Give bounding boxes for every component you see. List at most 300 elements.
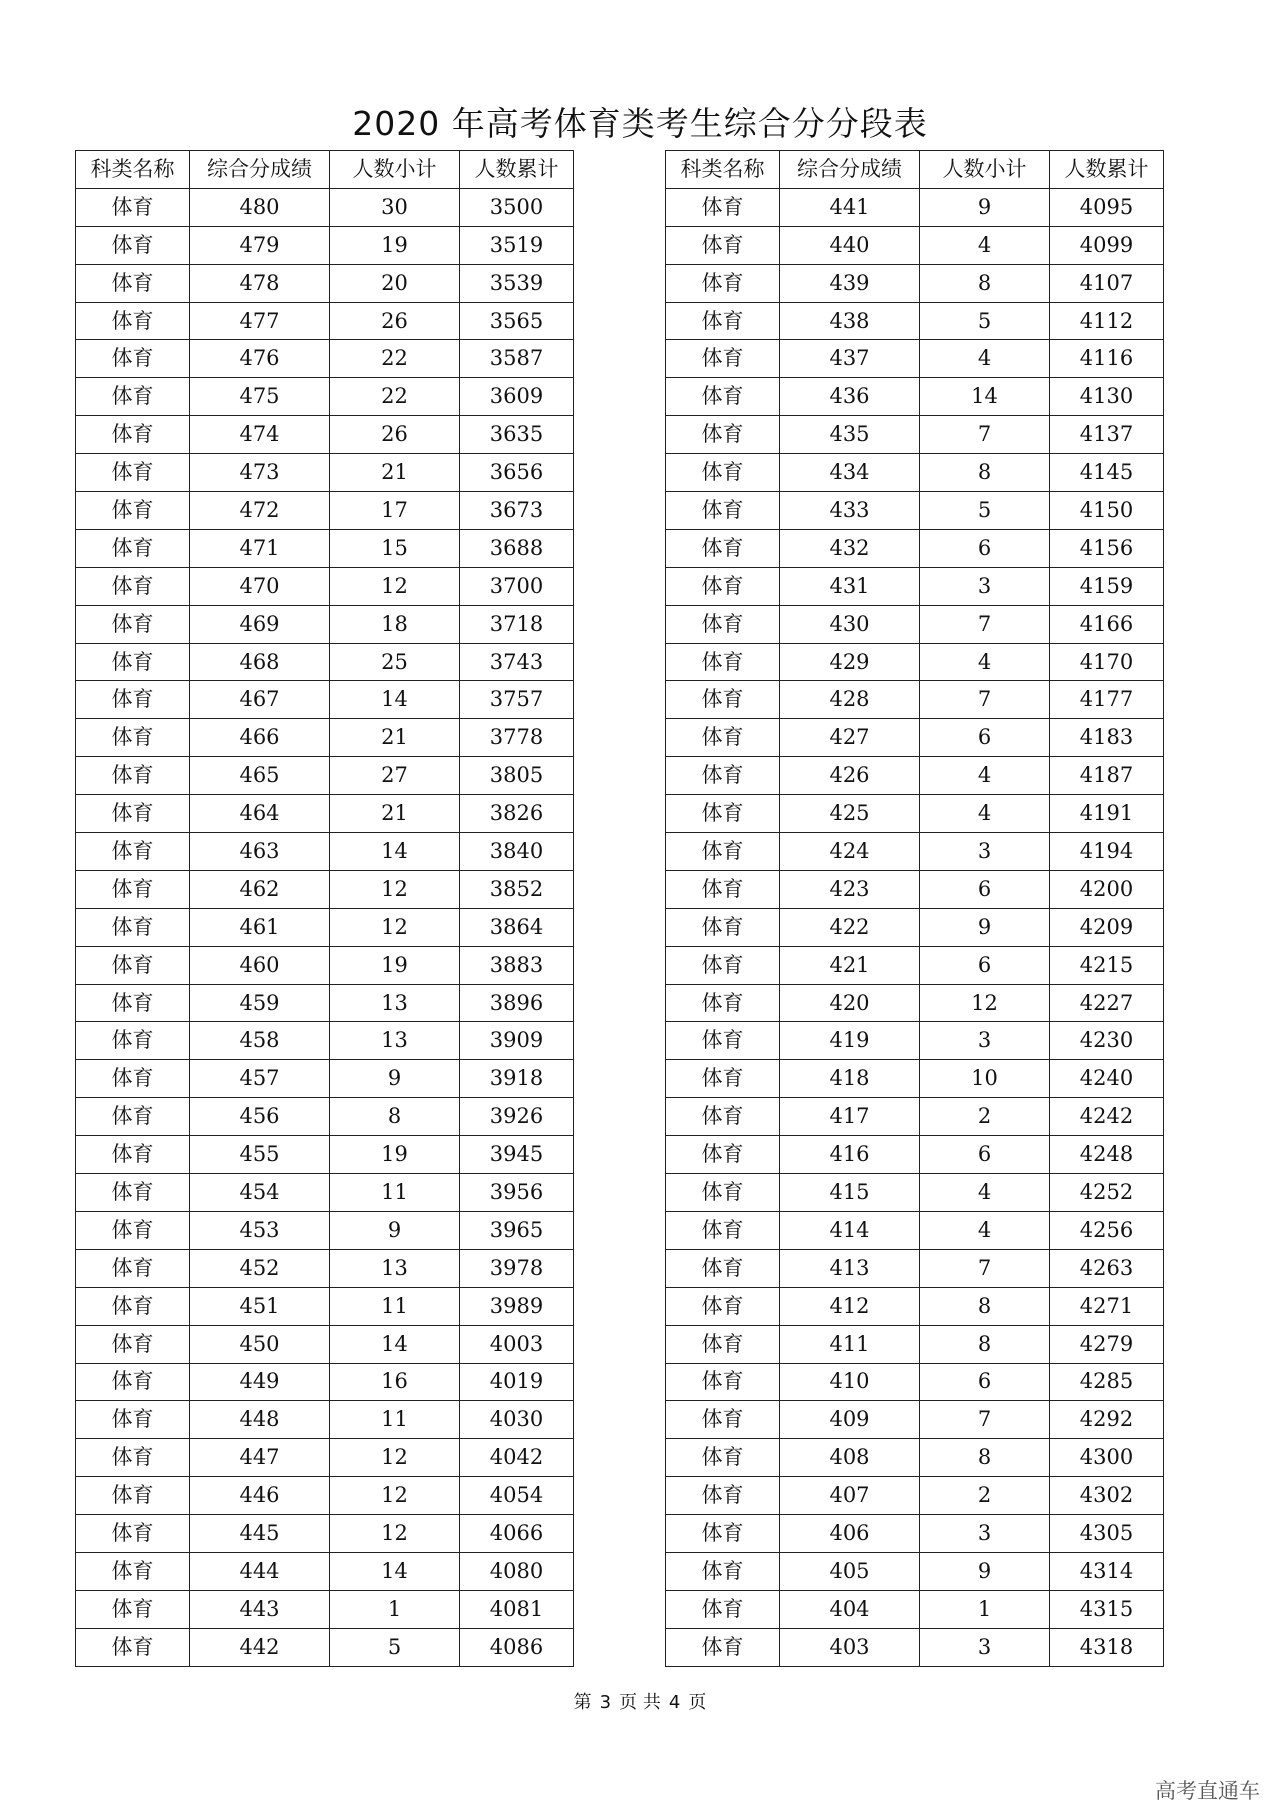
table-row: [76, 226, 574, 264]
score-cell: 420: [780, 984, 920, 1022]
category-cell: 体育: [666, 1363, 780, 1401]
count-cell: 20: [330, 264, 460, 302]
page-footer: [0, 1688, 1280, 1714]
category-cell: 体育: [666, 188, 780, 226]
count-cell: 6: [920, 1363, 1050, 1401]
score-cell: 470: [190, 567, 330, 605]
cumulative-cell: 4183: [1050, 719, 1164, 757]
table-row: [666, 1136, 1164, 1174]
score-cell: 429: [780, 643, 920, 681]
table-row: [76, 1249, 574, 1287]
cumulative-cell: 4107: [1050, 264, 1164, 302]
table-row: [76, 1439, 574, 1477]
count-cell: 3: [920, 567, 1050, 605]
category-cell: 体育: [76, 1590, 190, 1628]
cumulative-cell: 3635: [460, 416, 574, 454]
cumulative-cell: 3688: [460, 529, 574, 567]
score-cell: 426: [780, 757, 920, 795]
table-row: [76, 1287, 574, 1325]
category-cell: 体育: [76, 454, 190, 492]
score-cell: 409: [780, 1401, 920, 1439]
count-cell: 22: [330, 340, 460, 378]
column-header: 人数小计: [330, 151, 460, 189]
score-cell: 441: [780, 188, 920, 226]
score-cell: 442: [190, 1628, 330, 1666]
cumulative-cell: 4279: [1050, 1325, 1164, 1363]
category-cell: 体育: [666, 1174, 780, 1212]
count-cell: 14: [330, 681, 460, 719]
cumulative-cell: 3778: [460, 719, 574, 757]
score-cell: 415: [780, 1174, 920, 1212]
table-row: [76, 1590, 574, 1628]
count-cell: 7: [920, 605, 1050, 643]
count-cell: 13: [330, 984, 460, 1022]
cumulative-cell: 4042: [460, 1439, 574, 1477]
category-cell: 体育: [76, 567, 190, 605]
score-cell: 447: [190, 1439, 330, 1477]
cumulative-cell: 3757: [460, 681, 574, 719]
score-cell: 444: [190, 1552, 330, 1590]
cumulative-cell: 4030: [460, 1401, 574, 1439]
category-cell: 体育: [76, 1552, 190, 1590]
table-row: [76, 567, 574, 605]
table-row: [666, 1628, 1164, 1666]
category-cell: 体育: [76, 1287, 190, 1325]
footer-total-pages: 4: [668, 1692, 681, 1713]
count-cell: 14: [920, 378, 1050, 416]
score-cell: 435: [780, 416, 920, 454]
cumulative-cell: 3743: [460, 643, 574, 681]
score-cell: 427: [780, 719, 920, 757]
table-row: [76, 605, 574, 643]
score-cell: 433: [780, 492, 920, 530]
count-cell: 4: [920, 1174, 1050, 1212]
table-row: [76, 1098, 574, 1136]
cumulative-cell: 4137: [1050, 416, 1164, 454]
count-cell: 3: [920, 1515, 1050, 1553]
count-cell: 30: [330, 188, 460, 226]
cumulative-cell: 4080: [460, 1552, 574, 1590]
category-cell: 体育: [76, 833, 190, 871]
table-row: [666, 226, 1164, 264]
score-cell: 413: [780, 1249, 920, 1287]
score-cell: 462: [190, 870, 330, 908]
category-cell: 体育: [76, 1098, 190, 1136]
cumulative-cell: 4209: [1050, 908, 1164, 946]
score-cell: 478: [190, 264, 330, 302]
cumulative-cell: 4314: [1050, 1552, 1164, 1590]
count-cell: 9: [330, 1211, 460, 1249]
cumulative-cell: 3700: [460, 567, 574, 605]
score-table-left: [75, 150, 574, 1667]
score-cell: 463: [190, 833, 330, 871]
table-row: [666, 833, 1164, 871]
cumulative-cell: 4019: [460, 1363, 574, 1401]
score-cell: 438: [780, 302, 920, 340]
count-cell: 6: [920, 719, 1050, 757]
table-row: [666, 1287, 1164, 1325]
cumulative-cell: 4112: [1050, 302, 1164, 340]
cumulative-cell: 4130: [1050, 378, 1164, 416]
table-header-row: [76, 151, 574, 189]
category-cell: 体育: [666, 681, 780, 719]
category-cell: 体育: [76, 1249, 190, 1287]
score-cell: 423: [780, 870, 920, 908]
count-cell: 8: [920, 1287, 1050, 1325]
score-cell: 452: [190, 1249, 330, 1287]
score-cell: 404: [780, 1590, 920, 1628]
count-cell: 17: [330, 492, 460, 530]
category-cell: 体育: [76, 416, 190, 454]
table-row: [76, 870, 574, 908]
cumulative-cell: 4166: [1050, 605, 1164, 643]
cumulative-cell: 4242: [1050, 1098, 1164, 1136]
score-cell: 454: [190, 1174, 330, 1212]
category-cell: 体育: [666, 1249, 780, 1287]
cumulative-cell: 4099: [1050, 226, 1164, 264]
category-cell: 体育: [666, 1136, 780, 1174]
cumulative-cell: 4116: [1050, 340, 1164, 378]
table-row: [76, 302, 574, 340]
table-row: [666, 529, 1164, 567]
category-cell: 体育: [666, 1590, 780, 1628]
category-cell: 体育: [76, 643, 190, 681]
score-cell: 479: [190, 226, 330, 264]
cumulative-cell: 4230: [1050, 1022, 1164, 1060]
table-row: [76, 908, 574, 946]
score-cell: 439: [780, 264, 920, 302]
footer-page-number: 3: [599, 1692, 612, 1713]
count-cell: 11: [330, 1287, 460, 1325]
table-row: [666, 946, 1164, 984]
category-cell: 体育: [76, 1401, 190, 1439]
table-row: [76, 833, 574, 871]
category-cell: 体育: [76, 1136, 190, 1174]
score-cell: 449: [190, 1363, 330, 1401]
count-cell: 12: [330, 567, 460, 605]
score-cell: 469: [190, 605, 330, 643]
category-cell: 体育: [76, 1211, 190, 1249]
count-cell: 7: [920, 1249, 1050, 1287]
score-cell: 405: [780, 1552, 920, 1590]
category-cell: 体育: [666, 340, 780, 378]
cumulative-cell: 4200: [1050, 870, 1164, 908]
table-row: [76, 1477, 574, 1515]
table-row: [666, 1439, 1164, 1477]
count-cell: 21: [330, 795, 460, 833]
count-cell: 3: [920, 1022, 1050, 1060]
category-cell: 体育: [666, 1515, 780, 1553]
table-row: [666, 1515, 1164, 1553]
cumulative-cell: 4240: [1050, 1060, 1164, 1098]
category-cell: 体育: [76, 492, 190, 530]
category-cell: 体育: [666, 908, 780, 946]
cumulative-cell: 4191: [1050, 795, 1164, 833]
footer-mid: 页 共: [619, 1692, 661, 1713]
table-row: [666, 1022, 1164, 1060]
category-cell: 体育: [666, 1325, 780, 1363]
score-cell: 468: [190, 643, 330, 681]
cumulative-cell: 3587: [460, 340, 574, 378]
footer-prefix: 第: [573, 1692, 592, 1713]
count-cell: 9: [920, 188, 1050, 226]
count-cell: 19: [330, 1136, 460, 1174]
count-cell: 27: [330, 757, 460, 795]
category-cell: 体育: [76, 1325, 190, 1363]
score-cell: 457: [190, 1060, 330, 1098]
table-header-row: [666, 151, 1164, 189]
category-cell: 体育: [666, 454, 780, 492]
table-row: [76, 1022, 574, 1060]
count-cell: 6: [920, 1136, 1050, 1174]
cumulative-cell: 3896: [460, 984, 574, 1022]
score-cell: 451: [190, 1287, 330, 1325]
cumulative-cell: 3965: [460, 1211, 574, 1249]
count-cell: 8: [920, 454, 1050, 492]
category-cell: 体育: [76, 1477, 190, 1515]
count-cell: 5: [330, 1628, 460, 1666]
count-cell: 16: [330, 1363, 460, 1401]
table-row: [666, 1552, 1164, 1590]
table-row: [666, 454, 1164, 492]
table-row: [666, 1249, 1164, 1287]
category-cell: 体育: [666, 302, 780, 340]
count-cell: 4: [920, 340, 1050, 378]
category-cell: 体育: [666, 757, 780, 795]
cumulative-cell: 3805: [460, 757, 574, 795]
count-cell: 18: [330, 605, 460, 643]
category-cell: 体育: [76, 795, 190, 833]
score-cell: 422: [780, 908, 920, 946]
table-row: [76, 1628, 574, 1666]
cumulative-cell: 4302: [1050, 1477, 1164, 1515]
table-row: [666, 264, 1164, 302]
cumulative-cell: 3656: [460, 454, 574, 492]
cumulative-cell: 4318: [1050, 1628, 1164, 1666]
count-cell: 2: [920, 1098, 1050, 1136]
count-cell: 10: [920, 1060, 1050, 1098]
cumulative-cell: 4300: [1050, 1439, 1164, 1477]
count-cell: 12: [330, 1515, 460, 1553]
table-row: [76, 1515, 574, 1553]
score-cell: 443: [190, 1590, 330, 1628]
cumulative-cell: 3718: [460, 605, 574, 643]
category-cell: 体育: [666, 1552, 780, 1590]
category-cell: 体育: [666, 226, 780, 264]
table-row: [666, 719, 1164, 757]
category-cell: 体育: [76, 340, 190, 378]
category-cell: 体育: [666, 1439, 780, 1477]
count-cell: 21: [330, 719, 460, 757]
count-cell: 4: [920, 1211, 1050, 1249]
category-cell: 体育: [666, 833, 780, 871]
score-cell: 434: [780, 454, 920, 492]
cumulative-cell: 3539: [460, 264, 574, 302]
category-cell: 体育: [666, 529, 780, 567]
score-cell: 416: [780, 1136, 920, 1174]
cumulative-cell: 4054: [460, 1477, 574, 1515]
category-cell: 体育: [76, 1363, 190, 1401]
cumulative-cell: 4156: [1050, 529, 1164, 567]
category-cell: 体育: [666, 795, 780, 833]
table-row: [666, 567, 1164, 605]
cumulative-cell: 4305: [1050, 1515, 1164, 1553]
category-cell: 体育: [76, 908, 190, 946]
table-row: [666, 340, 1164, 378]
table-row: [76, 1552, 574, 1590]
score-cell: 436: [780, 378, 920, 416]
cumulative-cell: 4066: [460, 1515, 574, 1553]
column-header: 科类名称: [666, 151, 780, 189]
category-cell: 体育: [76, 529, 190, 567]
score-cell: 461: [190, 908, 330, 946]
cumulative-cell: 3883: [460, 946, 574, 984]
table-row: [76, 1211, 574, 1249]
watermark-text: 高考直通车: [1155, 1779, 1260, 1803]
table-row: [76, 719, 574, 757]
table-row: [666, 643, 1164, 681]
score-table-right: [665, 150, 1164, 1667]
category-cell: 体育: [76, 1628, 190, 1666]
table-row: [666, 188, 1164, 226]
cumulative-cell: 4150: [1050, 492, 1164, 530]
column-header: 人数累计: [1050, 151, 1164, 189]
score-cell: 418: [780, 1060, 920, 1098]
category-cell: 体育: [76, 378, 190, 416]
count-cell: 9: [330, 1060, 460, 1098]
table-row: [76, 188, 574, 226]
score-cell: 466: [190, 719, 330, 757]
score-cell: 411: [780, 1325, 920, 1363]
cumulative-cell: 3909: [460, 1022, 574, 1060]
count-cell: 4: [920, 226, 1050, 264]
table-row: [76, 416, 574, 454]
category-cell: 体育: [666, 378, 780, 416]
cumulative-cell: 3500: [460, 188, 574, 226]
score-cell: 406: [780, 1515, 920, 1553]
count-cell: 19: [330, 226, 460, 264]
score-cell: 412: [780, 1287, 920, 1325]
category-cell: 体育: [76, 757, 190, 795]
cumulative-cell: 4292: [1050, 1401, 1164, 1439]
table-row: [666, 984, 1164, 1022]
cumulative-cell: 4086: [460, 1628, 574, 1666]
cumulative-cell: 4081: [460, 1590, 574, 1628]
score-cell: 417: [780, 1098, 920, 1136]
score-cell: 408: [780, 1439, 920, 1477]
score-cell: 440: [780, 226, 920, 264]
cumulative-cell: 3978: [460, 1249, 574, 1287]
category-cell: 体育: [666, 1098, 780, 1136]
table-row: [76, 1060, 574, 1098]
category-cell: 体育: [666, 946, 780, 984]
cumulative-cell: 4285: [1050, 1363, 1164, 1401]
category-cell: 体育: [76, 1060, 190, 1098]
count-cell: 5: [920, 302, 1050, 340]
score-cell: 455: [190, 1136, 330, 1174]
table-row: [76, 1325, 574, 1363]
category-cell: 体育: [76, 946, 190, 984]
cumulative-cell: 3918: [460, 1060, 574, 1098]
column-header: 综合分成绩: [190, 151, 330, 189]
count-cell: 7: [920, 1401, 1050, 1439]
score-cell: 474: [190, 416, 330, 454]
cumulative-cell: 4159: [1050, 567, 1164, 605]
count-cell: 12: [330, 1439, 460, 1477]
cumulative-cell: 3609: [460, 378, 574, 416]
cumulative-cell: 4177: [1050, 681, 1164, 719]
cumulative-cell: 4215: [1050, 946, 1164, 984]
count-cell: 14: [330, 833, 460, 871]
table-row: [666, 870, 1164, 908]
score-cell: 450: [190, 1325, 330, 1363]
score-cell: 424: [780, 833, 920, 871]
count-cell: 25: [330, 643, 460, 681]
count-cell: 8: [920, 264, 1050, 302]
count-cell: 26: [330, 302, 460, 340]
score-cell: 421: [780, 946, 920, 984]
score-cell: 464: [190, 795, 330, 833]
cumulative-cell: 3840: [460, 833, 574, 871]
cumulative-cell: 4194: [1050, 833, 1164, 871]
table-row: [76, 529, 574, 567]
page-title: 2020 年高考体育类考生综合分分段表: [352, 104, 928, 143]
count-cell: 7: [920, 416, 1050, 454]
table-row: [76, 340, 574, 378]
score-cell: 475: [190, 378, 330, 416]
score-cell: 448: [190, 1401, 330, 1439]
table-row: [76, 984, 574, 1022]
category-cell: 体育: [76, 188, 190, 226]
cumulative-cell: 3565: [460, 302, 574, 340]
cumulative-cell: 4256: [1050, 1211, 1164, 1249]
count-cell: 6: [920, 529, 1050, 567]
table-row: [76, 681, 574, 719]
score-cell: 477: [190, 302, 330, 340]
count-cell: 5: [920, 492, 1050, 530]
cumulative-cell: 3519: [460, 226, 574, 264]
score-cell: 428: [780, 681, 920, 719]
category-cell: 体育: [666, 567, 780, 605]
count-cell: 1: [330, 1590, 460, 1628]
category-cell: 体育: [666, 1211, 780, 1249]
table-row: [666, 1211, 1164, 1249]
category-cell: 体育: [76, 870, 190, 908]
score-cell: 458: [190, 1022, 330, 1060]
score-cell: 431: [780, 567, 920, 605]
score-cell: 445: [190, 1515, 330, 1553]
score-cell: 473: [190, 454, 330, 492]
category-cell: 体育: [666, 1628, 780, 1666]
table-row: [76, 1363, 574, 1401]
count-cell: 3: [920, 1628, 1050, 1666]
cumulative-cell: 3926: [460, 1098, 574, 1136]
count-cell: 19: [330, 946, 460, 984]
category-cell: 体育: [666, 605, 780, 643]
table-row: [666, 1325, 1164, 1363]
count-cell: 6: [920, 870, 1050, 908]
score-cell: 480: [190, 188, 330, 226]
table-row: [666, 1477, 1164, 1515]
table-row: [76, 378, 574, 416]
count-cell: 7: [920, 681, 1050, 719]
table-row: [76, 1136, 574, 1174]
cumulative-cell: 3852: [460, 870, 574, 908]
count-cell: 14: [330, 1325, 460, 1363]
category-cell: 体育: [666, 984, 780, 1022]
table-row: [666, 1401, 1164, 1439]
cumulative-cell: 4263: [1050, 1249, 1164, 1287]
